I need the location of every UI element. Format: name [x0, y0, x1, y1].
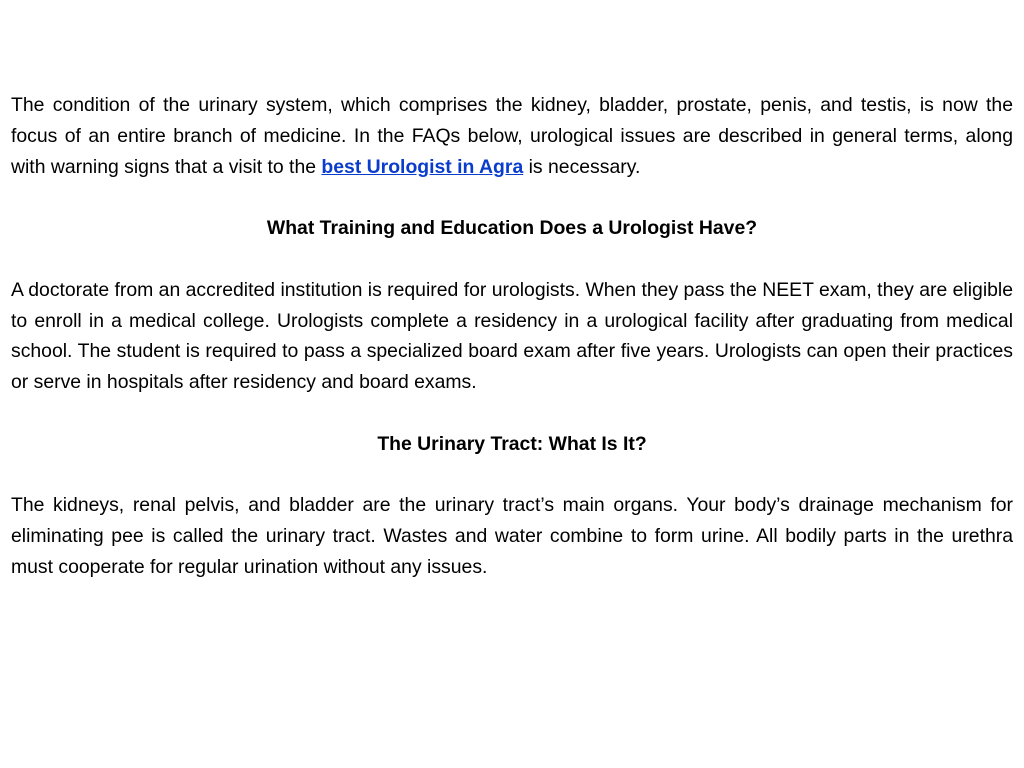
intro-text: The condition of the urinary system, which comprises the kidney, bladder, prostate, penis, and testis, is now the focus of an entire branch of medicine. In the FAQs below, urological issues are described in general terms, along with warning signs that a visit to the — [11, 94, 1013, 178]
section-heading-training: What Training and Education Does a Urologist Have? — [266, 217, 758, 240]
section-body-urinary-tract: The kidneys, renal pelvis, and bladder are the urinary tract’s main organs. Your body’s drainage mechanism for eliminating pee is called the urinary tract. Wastes and water combine to form urine. All bodily parts in the urethra must cooperate for regular urination without any issues. — [11, 494, 1013, 578]
urologist-link[interactable]: best Urologist in Agra — [321, 155, 524, 178]
spacer — [11, 182, 1013, 213]
intro-text-end: is necessary. — [523, 155, 641, 178]
spacer — [11, 398, 1013, 429]
spacer — [11, 244, 1013, 275]
section-body-training: A doctorate from an accredited institution is required for urologists. When they pass the NEET exam, they are eligible to enroll in a medical college. Urologists complete a residency in a urological facility after graduating from medical school. The student is required to pass a specialized board exam after five years. Urologists can open their practices or serve in hospitals after residency and board exams. — [11, 278, 1013, 394]
section-heading-urinary-tract: The Urinary Tract: What Is It? — [377, 432, 647, 455]
spacer — [11, 460, 1013, 491]
document-slide — [11, 90, 1013, 583]
intro-paragraph — [11, 90, 1013, 182]
